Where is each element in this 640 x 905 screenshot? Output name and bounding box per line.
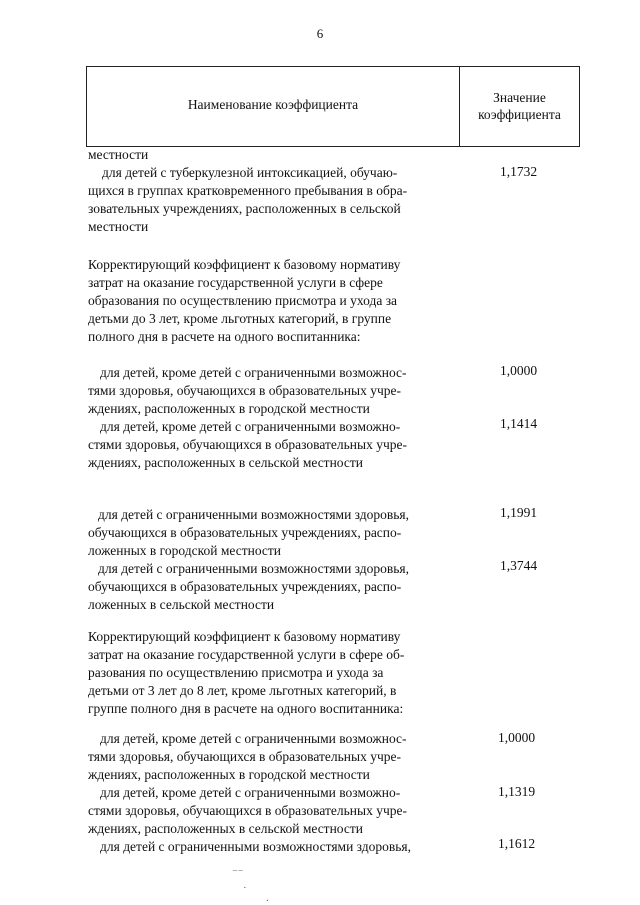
row-text: ждениях, расположенных в сельской местности xyxy=(88,821,364,836)
column-header-value-line2: коэффициента xyxy=(478,107,561,122)
column-header-name: Наименование коэффициента xyxy=(187,97,359,112)
row-text: для детей, кроме детей с ограниченными возможнос- xyxy=(100,731,407,746)
coefficient-value: 1,1612 xyxy=(498,836,536,851)
section-heading-line: полного дня в расчете на одного воспитанника: xyxy=(88,329,361,344)
row-text: ждениях, расположенных в сельской местности xyxy=(88,455,364,470)
page-number: 6 xyxy=(316,26,324,41)
row-text: для детей, кроме детей с ограниченными возможно- xyxy=(100,419,401,434)
section-heading-line: детьми от 3 лет до 8 лет, кроме льготных категорий, в xyxy=(88,683,397,698)
coefficient-value: 1,0000 xyxy=(500,363,538,378)
row-text: тями здоровья, обучающихся в образовательных учре- xyxy=(88,749,401,764)
coefficient-value: 1,0000 xyxy=(498,730,536,745)
row-text: для детей с ограниченными возможностями здоровья, xyxy=(100,839,411,854)
row-text: обучающихся в образовательных учреждениях, распо- xyxy=(88,525,402,540)
scan-speck: · xyxy=(243,882,247,894)
row-text: для детей, кроме детей с ограниченными возможно- xyxy=(100,785,401,800)
coefficient-value: 1,1732 xyxy=(500,164,538,179)
row-text: местности xyxy=(88,219,149,234)
scan-speck: . xyxy=(266,892,269,904)
table-header xyxy=(86,66,580,147)
row-text: ждениях, расположенных в городской местности xyxy=(88,401,370,416)
section-heading-line: Корректирующий коэффициент к базовому нормативу xyxy=(88,629,401,644)
section-heading-line: образования по осуществлению присмотра и ухода за xyxy=(88,293,398,308)
section-heading-line: Корректирующий коэффициент к базовому нормативу xyxy=(88,257,401,272)
section-heading-line: группе полного дня в расчете на одного воспитанника: xyxy=(88,701,404,716)
row-text: ложенных в сельской местности xyxy=(88,597,275,612)
row-text: для детей, кроме детей с ограниченными возможнос- xyxy=(100,365,407,380)
row-text: для детей с ограниченными возможностями здоровья, xyxy=(98,561,409,576)
row-text: для детей с ограниченными возможностями здоровья, xyxy=(98,507,409,522)
column-header-value-line1: Значение xyxy=(493,90,546,105)
row-text: ложенных в городской местности xyxy=(88,543,282,558)
continuation-text: местности xyxy=(88,147,149,162)
row-text: щихся в группах кратковременного пребывания в обра- xyxy=(88,183,408,198)
row-text: обучающихся в образовательных учреждениях, распо- xyxy=(88,579,402,594)
section-heading-line: затрат на оказание государственной услуги в сфере xyxy=(88,275,383,290)
row-text: зовательных учреждениях, расположенных в сельской xyxy=(88,201,401,216)
section-heading-line: детьми до 3 лет, кроме льготных категорий, в группе xyxy=(88,311,392,326)
coefficient-value: 1,1319 xyxy=(498,784,536,799)
row-text: для детей с туберкулезной интоксикацией, обучаю- xyxy=(102,165,398,180)
section-heading-line: затрат на оказание государственной услуги в сфере об- xyxy=(88,647,405,662)
row-text: стями здоровья, обучающихся в образовательных учре- xyxy=(88,437,407,452)
section-heading-line: разования по осуществлению присмотра и ухода за xyxy=(88,665,384,680)
coefficient-value: 1,3744 xyxy=(500,558,538,573)
coefficient-value: 1,1414 xyxy=(500,416,538,431)
row-text: тями здоровья, обучающихся в образовательных учре- xyxy=(88,383,401,398)
scan-speck: ⁻⁻ xyxy=(232,867,244,879)
row-text: стями здоровья, обучающихся в образовательных учре- xyxy=(88,803,407,818)
coefficient-value: 1,1991 xyxy=(500,505,538,520)
row-text: ждениях, расположенных в городской местности xyxy=(88,767,370,782)
column-header-value xyxy=(460,89,579,123)
